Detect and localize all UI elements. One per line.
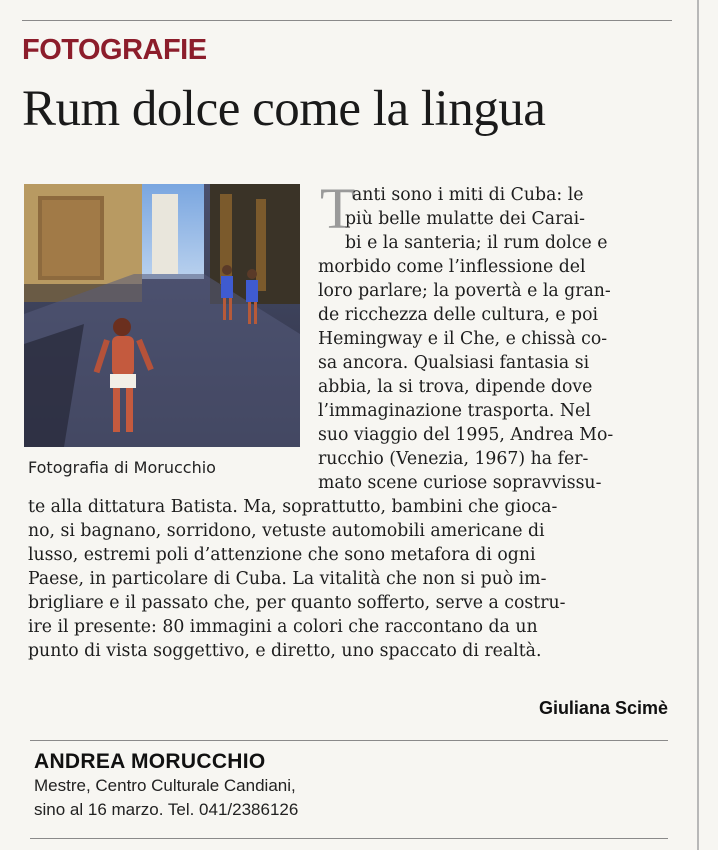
top-rule (22, 20, 672, 21)
divider-rule (30, 740, 668, 741)
article-line: punto di vista soggettivo, e diretto, uno spaccato di realtà. (28, 641, 542, 661)
right-edge-rule (697, 0, 699, 850)
article-line: ire il presente: 80 immagini a colori che raccontano da un (28, 617, 538, 637)
article-line: rucchio (Venezia, 1967) ha fer- (318, 449, 589, 469)
article-line: loro parlare; la povertà e la gran- (318, 281, 611, 301)
article-line: abbia, la si trova, dipende dove (318, 377, 593, 397)
article-line: lusso, estremi poli d’attenzione che sono metafora di ogni (28, 545, 536, 565)
exhibition-title: ANDREA MORUCCHIO (34, 750, 266, 773)
article-line: bi e la santeria; il rum dolce e (345, 233, 608, 253)
headline: Rum dolce come la lingua (22, 81, 546, 137)
exhibition-dates-phone: sino al 16 marzo. Tel. 041/2386126 (34, 800, 299, 819)
article-line: l’immaginazione trasporta. Nel (318, 401, 591, 421)
article-line: de ricchezza delle cultura, e poi (318, 305, 599, 325)
article-line: Paese, in particolare di Cuba. La vitalità che non si può im- (28, 569, 547, 589)
byline: Giuliana Scimè (538, 698, 668, 718)
article-line: te alla dittatura Batista. Ma, soprattutto, bambini che gioca- (28, 497, 558, 517)
bottom-rule (30, 838, 668, 839)
article-line: no, si bagnano, sorridono, vetuste automobili americane di (28, 521, 545, 541)
drop-cap: T (320, 176, 356, 241)
article-line: suo viaggio del 1995, Andrea Mo- (318, 425, 614, 445)
section-label: FOTOGRAFIE (22, 34, 207, 66)
exhibition-venue: Mestre, Centro Culturale Candiani, (34, 776, 296, 795)
photo-caption: Fotografia di Morucchio (28, 458, 216, 477)
photo (24, 184, 300, 447)
article-line: più belle mulatte dei Carai- (345, 209, 585, 229)
article-line: anti sono i miti di Cuba: le (352, 185, 584, 205)
article-line: brigliare e il passato che, per quanto sofferto, serve a costru- (28, 593, 566, 613)
article-line: morbido come l’inflessione del (318, 257, 586, 277)
street-scene-illustration (24, 184, 300, 447)
article-line: mato scene curiose sopravvissu- (318, 473, 602, 493)
article-line: sa ancora. Qualsiasi fantasia si (318, 353, 590, 373)
article-line: Hemingway e il Che, e chissà co- (318, 329, 608, 349)
